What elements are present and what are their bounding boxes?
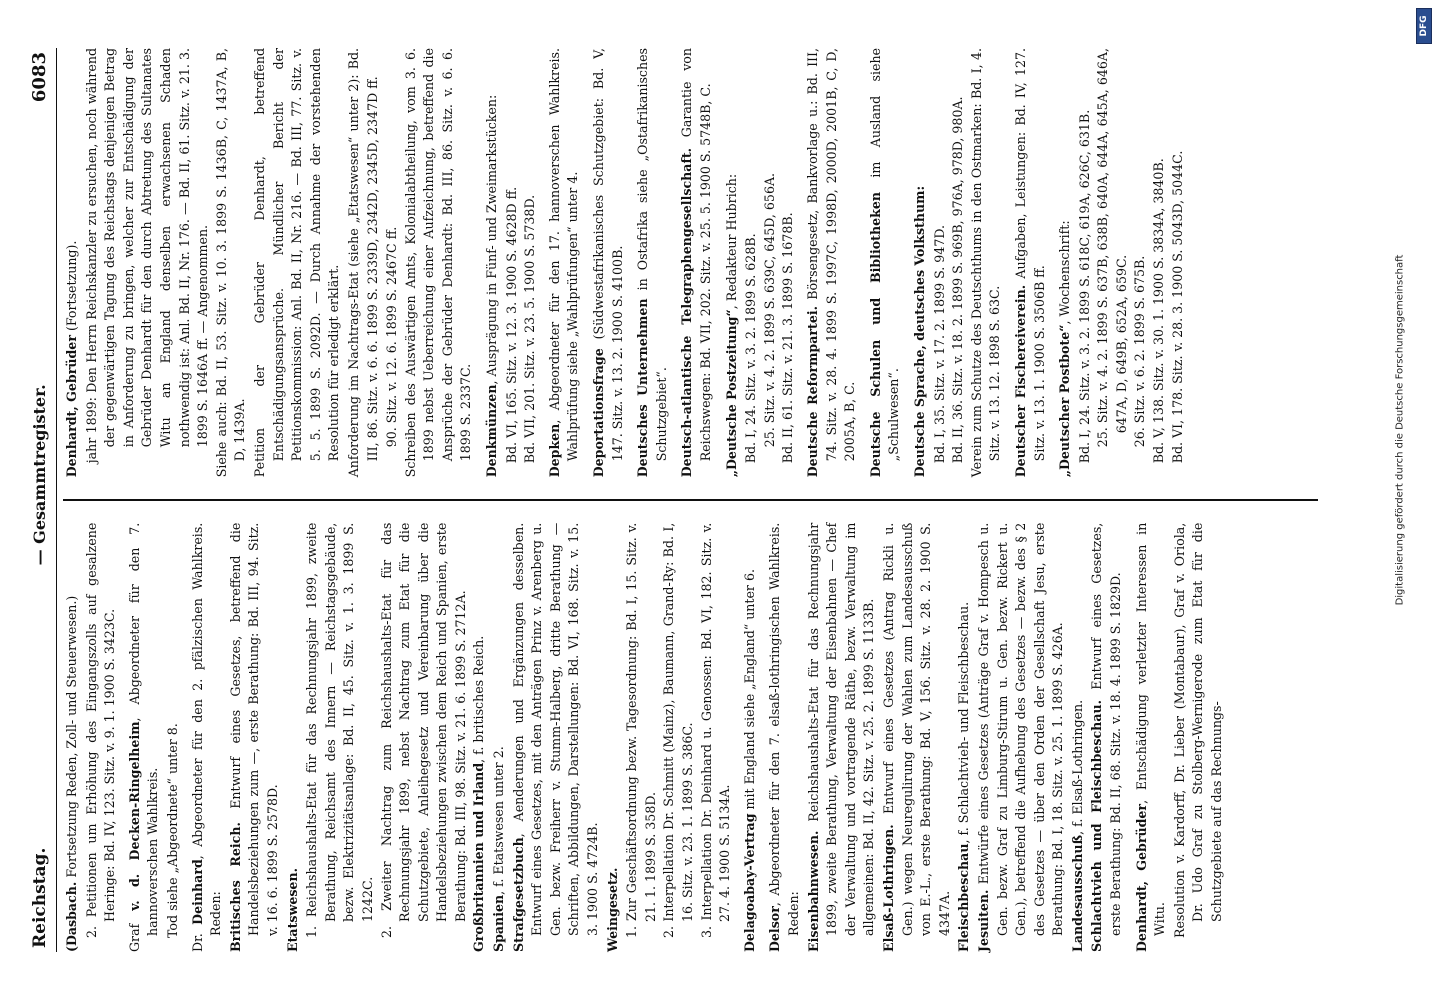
page-header bbox=[25, 48, 56, 952]
left-entry: Schlachtvieh und Fleischbeschau. Entwurf eines Gesetzes, erste Berathung: Bd. II, 68. Sitz. v. 18. 4. 1899 S. 1829D. bbox=[1089, 522, 1124, 952]
left-entry: 3. Interpellation Dr. Deinhard u. Genossen: Bd. VI, 182. Sitz. v. 27. 4. 1900 S. 5134A. bbox=[698, 522, 733, 938]
right-entry: 25. Sitz. v. 4. 2. 1899 S. 639C, 645D, 656A. bbox=[761, 172, 777, 448]
right-entry: Bd. VII, 201. Sitz. v. 23. 5. 1900 S. 5738D. bbox=[522, 194, 538, 464]
left-entry: 1. Zur Geschäftsordnung bezw. Tagesordnung: Bd. I, 15. Sitz. v. 21. 1. 1899 S. 358D. bbox=[624, 522, 658, 938]
right-entry: 90. Sitz. v. 12. 6. 1899 S. 2467C ff. bbox=[384, 226, 400, 448]
two-column-body bbox=[63, 48, 1318, 952]
left-entry: 1. Reichshaushalts-Etat für das Rechnungsjahr 1899, zweite Berathung, Reichsamt des Innern — Reichstagsgebäude, bezw. Elektrizitätsanlage: Bd. II, 45. Sitz. v. 1. 3. 1899 S. 1242C. bbox=[304, 522, 375, 938]
right-entry: Bd. V, 138. Sitz. v. 30. 1. 1900 S. 3834A, 3840B. bbox=[1151, 158, 1167, 464]
digitization-credit-text: Digitalisierung gefördert durch die Deutsche Forschungsgemeinschaft bbox=[1394, 254, 1406, 606]
right-entry: Siehe auch: Bd. II, 53. Sitz. v. 10. 3. 1899 S. 1436B, C, 1437A, B, D, 1439A. bbox=[213, 47, 248, 478]
header-left: Reichstag. bbox=[30, 847, 50, 948]
left-entry: 2. Zweiter Nachtrag zum Reichshaushalts-Etat für das Rechnungsjahr 1899, nebst Nachtrag zum Etat für die Schutzgebiete, Anleihegesetz und Vereinbarung über die Handelsbeziehungen zwischen dem Reich und Spanien, erste Berathung: Bd. III, 98. Sitz. v. 21. 6. 1899 S. 2712A. bbox=[378, 522, 468, 938]
right-entry: Denkmünzen, Ausprägung in Fünf- und Zweimarkstücken: bbox=[484, 94, 500, 478]
right-entry: Deutscher Fischereiverein. Aufgaben, Leistungen: Bd. IV, 127. Sitz. v. 13. 1. 1900 S. 3506B ff. bbox=[1012, 47, 1047, 478]
left-entry: Britisches Reich. Entwurf eines Gesetzes, betreffend die Handelsbeziehungen zum —, erste Berathung: Bd. III, 94. Sitz. v. 16. 6. 1899 S. 2578D. bbox=[227, 522, 280, 952]
left-entry: Weingesetz. bbox=[604, 867, 620, 952]
right-entry: Deutsche Reformpartei. Börsengesetz, Bankvorlage u.: Bd. III, 74. Sitz. v. 28. 4. 1899 S. 1997C, 1998D, 2000D, 2001B, C, D, 2005A, B, C. bbox=[804, 47, 858, 478]
left-entry: Denhardt, Gebrüder, Entschädigung verletzter Interessen in Witu. bbox=[1133, 522, 1168, 952]
dfg-logo bbox=[1416, 8, 1432, 44]
header-right: Gesammtregister. bbox=[30, 384, 49, 544]
left-entry: Dr. Deinhard, Abgeordneter für den 2. pfälzischen Wahlkreis. Reden: bbox=[189, 522, 224, 952]
right-entry: Verein zum Schutze des Deutschthums in den Ostmarken: Bd. I, 4. Sitz. v. 13. 12. 1898 S. 63C. bbox=[968, 47, 1003, 478]
right-column bbox=[63, 48, 1318, 477]
left-entry: Großbritannien und Irland, f. britisches Reich. bbox=[471, 635, 487, 952]
left-entry: Etatswesen. bbox=[284, 868, 300, 952]
digitization-credit bbox=[1393, 40, 1407, 820]
left-entry: 2. Petitionen um Erhöhung des Eingangszolls auf gesalzene Heringe: Bd. IV, 123. Sitz. v. 9. 1. 1900 S. 3423C. bbox=[83, 522, 118, 938]
left-entry: Tod siehe „Abgeordnete“ unter 8. bbox=[164, 723, 180, 938]
left-entry: Eisenbahnwesen. Reichshaushalts-Etat für das Rechnungsjahr 1899, zweite Berathung, Verwaltung der Eisenbahnen — Chef der Verwaltung und vortragende Räthe, bezw. Verwaltung im allgemeinen: Bd. II, 42. Sitz. v. 25. 2. 1899 S. 1133B. bbox=[805, 522, 877, 952]
left-entry: Jesuiten. Entwürfe eines Gesetzes (Anträge Graf v. Hompesch u. Gen. bezw. Graf zu Limburg-Stirum u. Gen. bezw. Rickert u. Gen.), betreffend die Aufhebung des Gesetzes — bezw. des § 2 des Gesetzes — über den Orden der Gesellschaft Jesu, erste Berathung: Bd. I, 18. Sitz. v. 25. 1. 1899 S. 426A. bbox=[975, 522, 1066, 952]
right-entry: „Deutscher Postbote“, Wochenschrift: bbox=[1057, 220, 1073, 478]
right-entry: Bd. I, 24. Sitz. v. 3. 2. 1899 S. 628B. bbox=[743, 233, 759, 464]
right-entry: Bd. II, 61. Sitz. v. 21. 3. 1899 S. 1678B. bbox=[780, 212, 796, 464]
rotated-register-page bbox=[15, 30, 1365, 970]
left-entry: Landesausschuß, f. Elsaß-Lothringen. bbox=[1069, 699, 1085, 952]
right-entry: Anforderung im Nachtrags-Etat (siehe „Etatswesen“ unter 2): Bd. III, 86. Sitz. v. 6. 6. 1899 S. 2339D, 2342D, 2345D, 2347D ff. bbox=[345, 47, 380, 478]
right-entry: jahr 1899: Den Herrn Reichskanzler zu ersuchen, noch während der gegenwärtigen Tagung des Reichstags denjenigen Betrag in Anforderung zu bringen, welcher zur Entschädigung der Gebrüder Denhardt für den durch Abtretung des Sultanates Witu an England denselben erwachsenen Schaden nothwendig ist: Anl. Bd. II, Nr. 176. — Bd. II, 61. Sitz. v. 21. 3. 1899 S. 1646A ff. — Angenommen. bbox=[83, 47, 211, 464]
right-entry: 26. Sitz. v. 6. 2. 1899 S. 675B. bbox=[1132, 255, 1148, 448]
right-entry: Denhardt, Gebrüder (Fortsetzung). bbox=[64, 240, 79, 478]
right-entry: „Deutsche Postzeitung“, Redakteur Hubrich: bbox=[723, 173, 739, 478]
left-entry: Spanien, f. Etatswesen unter 2. bbox=[491, 746, 507, 952]
dfg-logo-text: DFG bbox=[1419, 15, 1429, 37]
right-entry: Deutsches Unternehmen in Ostafrika siehe „Ostafrikanisches Schutzgebiet“. bbox=[635, 47, 669, 478]
right-entry: Deutsche Sprache, deutsches Volksthum: bbox=[911, 185, 927, 478]
left-entry: 2. Interpellation Dr. Schmitt (Mainz), Baumann, Grand-Ry: Bd. I, 16. Sitz. v. 23. 1. 1899 S. 386C. bbox=[661, 522, 695, 938]
right-entry: Bd. VI, 178. Sitz. v. 28. 3. 1900 S. 5043D, 5044C. bbox=[1169, 150, 1185, 464]
right-entry: Depken, Abgeordneter für den 17. hannoverschen Wahlkreis. Wahlprüfung siehe „Wahlprüfungen“ unter 4. bbox=[546, 47, 581, 478]
header-dash: — bbox=[30, 549, 49, 566]
left-entry: Fleischbeschau, f. Schlachtvieh- und Fleischbeschau. bbox=[956, 601, 972, 952]
column-divider bbox=[63, 499, 1318, 500]
right-entry: Deutsche Schulen und Bibliotheken im Ausland siehe „Schulwesen“. bbox=[867, 47, 902, 478]
right-entry: 25. Sitz. v. 4. 2. 1899 S. 637B, 638B, 640A, 644A, 645A, 646A, 647A, D, 649B, 652A, 659C. bbox=[1095, 47, 1129, 448]
left-entry: Elsaß-Lothringen. Entwurf eines Gesetzes (Antrag Rickli u. Gen.) wegen Neuregulirung der Wahlen zum Landesausschuß von E.-L., erste Berathung: Bd. V, 156. Sitz. v. 28. 2. 1900 S. 4347A. bbox=[880, 522, 952, 952]
right-entry: Bd. I, 35. Sitz. v. 17. 2. 1899 S. 947D. bbox=[931, 225, 947, 464]
right-entry: Bd. I, 24. Sitz. v. 3. 2. 1899 S. 618C, 619A, 626C, 631B. bbox=[1076, 109, 1092, 464]
right-entry: Bd. VI, 165. Sitz. v. 12. 3. 1900 S. 4628D ff. bbox=[503, 186, 519, 464]
right-entry: Deportationsfrage (Südwestafrikanisches Schutzgebiet: Bd. V, 147. Sitz. v. 13. 2. 1900 S. 4100B. bbox=[591, 47, 625, 478]
header-title bbox=[30, 102, 49, 848]
left-entry: Strafgesetzbuch, Aenderungen und Ergänzungen desselben. Entwurf eines Gesetzes, mit den Anträgen Prinz v. Arenberg u. Gen. bezw. Freiherr v. Stumm-Halberg, dritte Berathung — Schriften, Abbildungen, Darstellungen: Bd. VI, 168. Sitz. v. 15. 3. 1900 S. 4724B. bbox=[510, 522, 601, 952]
right-entry: Bd. II, 36. Sitz. v. 18. 2. 1899 S. 969B, 976A, 978D, 980A. bbox=[950, 96, 966, 464]
left-column bbox=[63, 523, 1318, 952]
left-entry: Delsor, Abgeordneter für den 7. elsaß-lothringischen Wahlkreis. Reden: bbox=[767, 522, 801, 952]
left-entry: Delagoabay-Vertrag mit England siehe „England“ unter 6. bbox=[741, 569, 757, 952]
left-entry: Graf v. d. Decken-Ringelheim, Abgeordneter für den 7. hannoverschen Wahlkreis. bbox=[126, 522, 161, 952]
right-entry: Deutsch-atlantische Telegraphengesellschaft. Garantie von Reichswegen: Bd. VII, 202. Sitz. v. 25. 5. 1900 S. 5748B, C. bbox=[679, 48, 713, 478]
header-rule bbox=[56, 48, 57, 952]
left-entry: Resolution v. Kardorff, Dr. Lieber (Montabaur), Graf v. Oriola, Dr. Udo Graf zu Stolberg-Wernigerode zum Etat für die Schutzgebiete auf das Rechnungs- bbox=[1171, 522, 1225, 938]
right-entry: Schreiben des Auswärtigen Amts, Kolonialabtheilung, vom 3. 6. 1899 nebst Ueberreichung einer Aufzeichnung, betreffend die Ansprüche der Gebrüder Denhardt: Bd. III, 86. Sitz. v. 6. 6. 1899 S. 2337C. bbox=[402, 47, 474, 478]
right-entry: Petition der Gebrüder Denhardt, betreffend Entschädigungsansprüche. Mündlicher Bericht der Petitionskommission: Anl. Bd. II, Nr. 216. — Bd. III, 77. Sitz. v. 5. 5. 1899 S. 2092D. — Durch Annahme der vorstehenden Resolution für erledigt erklärt. bbox=[251, 47, 342, 478]
left-entry: (Dasbach. Fortsetzung Reden, Zoll- und Steuerwesen.) bbox=[64, 595, 79, 952]
page-number: 6083 bbox=[29, 52, 50, 103]
